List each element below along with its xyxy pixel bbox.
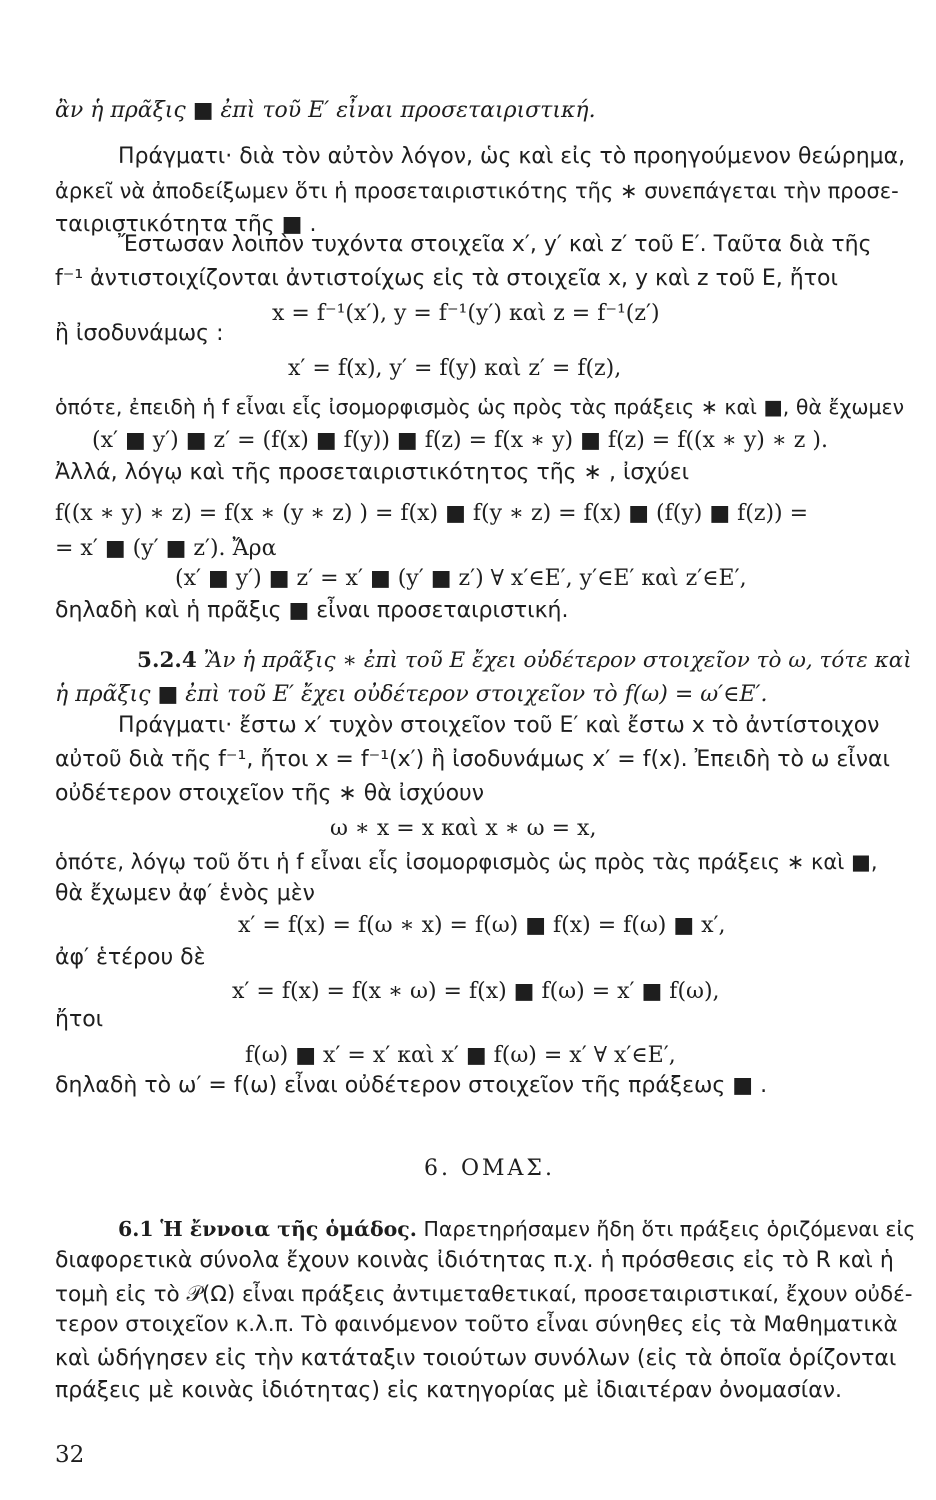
equation-line: x′ = f(x), y′ = f(y) καὶ z′ = f(z), [288, 356, 622, 381]
text-line: τομὴ εἰς τὸ 𝒫(Ω) εἶναι πράξεις ἀντιμεταθετικαί, προσεταιριστικαί, ἔχουν οὐδέ- [55, 1282, 913, 1307]
text-line: ἀφ′ ἑτέρου δὲ [55, 945, 206, 970]
equation-line: (x′ ■ y′) ■ z′ = (f(x) ■ f(y)) ■ f(z) = f(x ∗ y) ■ f(z) = f((x ∗ y) ∗ z ). [92, 428, 828, 453]
text-line: ἀρκεῖ νὰ ἀποδείξωμεν ὅτι ἡ προσεταιριστικότης τῆς ∗ συνεπάγεται τὴν προσε- [55, 179, 899, 203]
text-line: διαφορετικὰ σύνολα ἔχουν κοινὰς ἰδιότητας π.χ. ἡ πρόσθεσις εἰς τὸ R καὶ ἡ [55, 1248, 894, 1273]
equation-line: ω ∗ x = x καὶ x ∗ ω = x, [330, 816, 597, 841]
theorem-statement: Ἂν ἡ πρᾶξις ∗ ἐπὶ τοῦ Ε ἔχει οὐδέτερον στοιχεῖον τὸ ω, τότε καὶ [203, 648, 912, 673]
text-line: Ἀλλά, λόγῳ καὶ τῆς προσεταιριστικότητος τῆς ∗ , ἰσχύει [55, 460, 690, 485]
text-line: πράξεις μὲ κοινὰς ἰδιότητας) εἰς κατηγορίας μὲ ἰδιαιτέραν ὀνομασίαν. [55, 1378, 843, 1403]
text-line: f⁻¹ ἀντιστοιχίζονται ἀντιστοίχως εἰς τὰ στοιχεῖα x, y καὶ z τοῦ Ε, ἤτοι [55, 266, 838, 291]
equation-line: f(ω) ■ x′ = x′ καὶ x′ ■ f(ω) = x′ ∀ x′∈Ε′, [245, 1043, 676, 1068]
text-line: ὁπότε, λόγῳ τοῦ ὅτι ἡ f εἶναι εἷς ἰσομορφισμὸς ὡς πρὸς τὰς πράξεις ∗ καὶ ■, [55, 850, 878, 874]
subsection-number: 6.1 [118, 1217, 154, 1241]
text-line: θὰ ἔχωμεν ἀφ′ ἑνὸς μὲν [55, 881, 315, 906]
text-line: τερον στοιχεῖον κ.λ.π. Τὸ φαινόμενον τοῦτο εἶναι σύνηθες εἰς τὰ Μαθηματικὰ [55, 1312, 898, 1337]
text-line: καὶ ὡδήγησεν εἰς τὴν κατάταξιν τοιούτων συνόλων (εἰς τὰ ὁποῖα ὁρίζονται [55, 1346, 897, 1371]
text-line: ταιριστικότητα τῆς ■ . [55, 212, 317, 237]
text-line: ἢ ἰσοδυνάμως : [55, 321, 224, 346]
theorem-line [137, 647, 917, 675]
equation-line: x′ = f(x) = f(x ∗ ω) = f(x) ■ f(ω) = x′ ■ f(ω), [232, 979, 720, 1004]
text-line: δηλαδὴ καὶ ἡ πρᾶξις ■ εἶναι προσεταιριστική. [55, 598, 569, 623]
equation-line: x = f⁻¹(x′), y = f⁻¹(y′) καὶ z = f⁻¹(z′) [272, 301, 660, 326]
theorem-number: 5.2.4 [137, 648, 197, 673]
text-line: Ἔστωσαν λοιπὸν τυχόντα στοιχεῖα x′, y′ καὶ z′ τοῦ Ε′. Ταῦτα διὰ τῆς [118, 232, 872, 257]
subsection-title: Ἡ ἔννοια τῆς ὁμάδος. [160, 1217, 417, 1241]
equation-line: = x′ ■ (y′ ■ z′). Ἄρα [55, 536, 277, 561]
text-line: ἤτοι [55, 1007, 104, 1032]
equation-line: x′ = f(x) = f(ω ∗ x) = f(ω) ■ f(x) = f(ω) ■ x′, [238, 913, 726, 938]
text-line: οὐδέτερον στοιχεῖον τῆς ∗ θὰ ἰσχύουν [55, 781, 485, 806]
text-line: αὐτοῦ διὰ τῆς f⁻¹, ἤτοι x = f⁻¹(x′) ἢ ἰσοδυνάμως x′ = f(x). Ἐπειδὴ τὸ ω εἶναι [55, 747, 890, 772]
theorem-line: ἡ πρᾶξις ■ ἐπὶ τοῦ Ε′ ἔχει οὐδέτερον στοιχεῖον τὸ f(ω) = ω′∈Ε′. [55, 682, 768, 707]
section-heading: 6. ΟΜΑΣ. [424, 1156, 555, 1181]
text-line: δηλαδὴ τὸ ω′ = f(ω) εἶναι οὐδέτερον στοιχεῖον τῆς πράξεως ■ . [55, 1073, 768, 1098]
equation-line: (x′ ■ y′) ■ z′ = x′ ■ (y′ ■ z′) ∀ x′∈Ε′, y′∈Ε′ καὶ z′∈Ε′, [175, 566, 747, 591]
subsection-text: Παρετηρήσαμεν ἤδη ὅτι πράξεις ὁριζόμεναι εἰς [423, 1217, 916, 1241]
text-line: ὁπότε, ἐπειδὴ ἡ f εἶναι εἷς ἰσομορφισμὸς ὡς πρὸς τὰς πράξεις ∗ καὶ ■, θὰ ἔχωμεν [55, 395, 905, 419]
equation-line: f((x ∗ y) ∗ z) = f(x ∗ (y ∗ z) ) = f(x) ■ f(y ∗ z) = f(x) ■ (f(y) ■ f(z)) = [55, 501, 809, 526]
text-line: ἂν ἡ πρᾶξις ■ ἐπὶ τοῦ Ε′ εἶναι προσεταιριστική. [55, 98, 596, 123]
page-number: 32 [55, 1442, 85, 1468]
text-line: Πράγματι· διὰ τὸν αὐτὸν λόγον, ὡς καὶ εἰς τὸ προηγούμενον θεώρημα, [118, 144, 906, 169]
text-line: Πράγματι· ἔστω x′ τυχὸν στοιχεῖον τοῦ Ε′ καὶ ἔστω x τὸ ἀντίστοιχον [118, 713, 880, 738]
section-line [118, 1215, 918, 1243]
